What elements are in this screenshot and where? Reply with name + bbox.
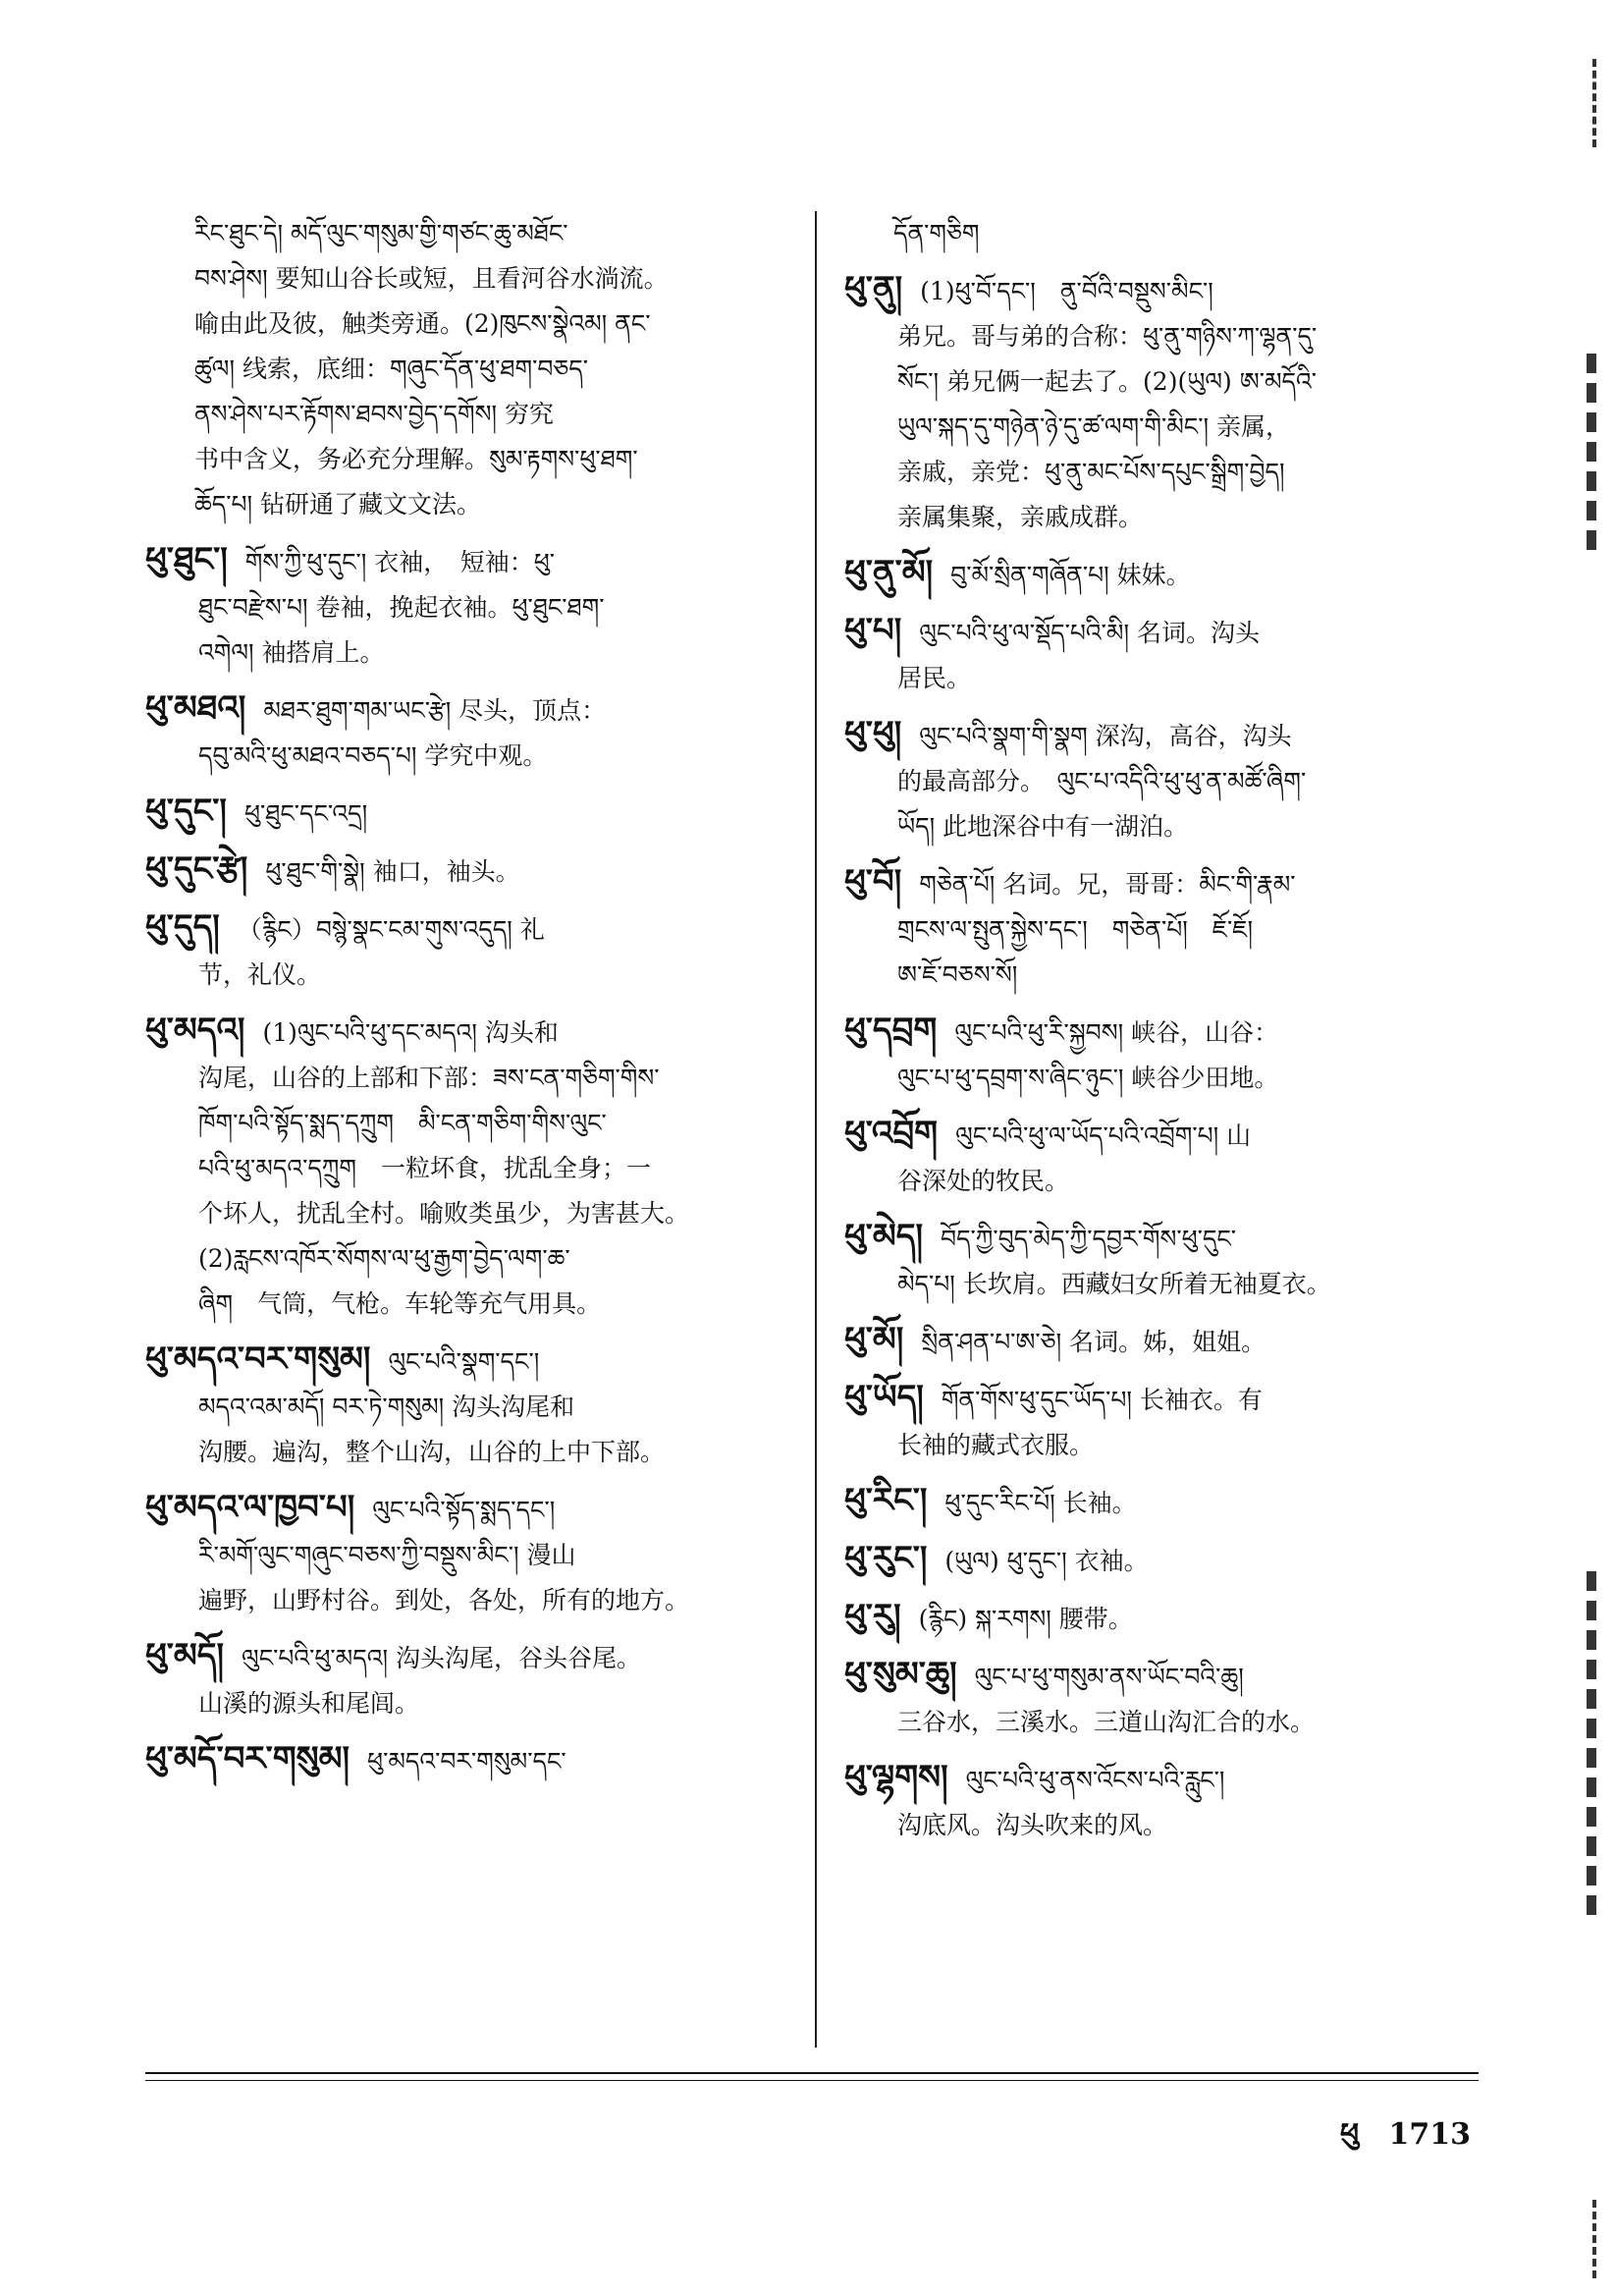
definition-line: (རྙིང) སྐ་རགས། 腰带。: [918, 1605, 1133, 1633]
definition-line: 书中含义，务必充分理解。སུམ་རྟགས་ཕུ་ཐག་: [194, 445, 638, 473]
definition-line: ལུང་པ་ཕུ་དབྲག་ས་ཞིང་ཉུང་། 峡谷少田地。: [897, 1064, 1279, 1092]
entry-headword: ཕུ་ནུ།: [844, 269, 903, 308]
dictionary-entry: [844, 1111, 1482, 1204]
entry-headword: ཕུ་རིང་།: [844, 1481, 928, 1520]
entry-headword: ཕུ་དུང་རྩེ།: [145, 849, 248, 889]
definition-line: 的最高部分。 ལུང་པ་འདིའི་ཕུ་ཕུ་ན་མཚོ་ཞིག་: [897, 767, 1307, 795]
dictionary-entry: [844, 1594, 1482, 1642]
definition-line: ལུང་པའི་ཕུ་མདའ། 沟头沟尾，谷头谷尾。: [242, 1644, 641, 1672]
entry-definition: [844, 619, 1482, 701]
definition-line: 沟尾，山谷的上部和下部：ཟས་ངན་གཅིག་གིས་: [198, 1064, 660, 1092]
entry-definition: [145, 1018, 793, 1327]
entry-definition: [244, 799, 367, 828]
definition-line: རིང་ཐུང་དེ། མདོ་ལུང་གསུམ་གྱི་གཙང་ཆུ་མཐོང་: [194, 219, 568, 247]
entry-headword: ཕུ་མེད།: [844, 1217, 924, 1256]
definition-line: ཡོད། 此地深谷中有一湖泊。: [897, 812, 1189, 841]
definition-line: ལུང་པའི་སྣག་དང་།: [388, 1347, 540, 1376]
definition-line: ལུང་པའི་སྣག་གི་སྣག 深沟，高谷，沟头: [919, 722, 1292, 750]
footer-rule: [145, 2072, 1479, 2074]
definition-line: གྲངས་ལ་སྤུན་སྐྱེས་དང་། གཅེན་པོ། ཇོ་ཇོ།: [897, 915, 1254, 944]
definition-line: ཐུང་བརྫེས་པ། 卷袖，挽起衣袖。ཕུ་ཐུང་ཐག་: [198, 593, 605, 622]
dictionary-entry: [844, 1478, 1482, 1526]
entry-definition: [921, 1328, 1266, 1356]
definition-line: ཞིག 气筒，气枪。车轮等充气用具。: [198, 1289, 602, 1318]
dictionary-entry: [844, 1375, 1482, 1468]
definition-line: ཕུ་ཐུང་གི་སྣེ། 袖口，袖头。: [265, 857, 520, 886]
dictionary-entry: [844, 1008, 1482, 1101]
left-column: [145, 211, 793, 1794]
entry-definition: [844, 1018, 1482, 1101]
definition-line: 节，礼仪。: [198, 960, 322, 989]
definition-line: 沟底风。沟头吹来的风。: [897, 1811, 1168, 1839]
entry-continuation: [194, 211, 793, 527]
definition-line: ཕུ་ཐུང་དང་འདྲ།: [243, 799, 368, 828]
dictionary-entry: [145, 1008, 793, 1327]
dictionary-entry: [844, 1214, 1482, 1307]
definition-line: གོས་ཀྱི་ཕུ་དུང་། 衣袖， 短袖：ཕུ་: [244, 548, 556, 576]
definition-line: ཁོག་པའི་སྟོད་སྨད་དཀྲུག མི་ངན་གཅིག་གིས་ལུང་: [198, 1109, 607, 1137]
dictionary-entry: [844, 859, 1482, 998]
definition-line: རི་མགོ་ལུང་གཞུང་བཅས་ཀྱི་བསྡུས་མིང་། 漫山: [198, 1541, 576, 1569]
entry-headword: ཕུ་འབྲོག: [844, 1114, 939, 1153]
definition-line: ལུང་པའི་ཕུ་ལ་སྡོད་པའི་མི། 名词。沟头: [919, 619, 1260, 647]
entry-headword: ཕུ་སུམ་ཆུ།: [844, 1655, 957, 1694]
entry-definition: [367, 1747, 566, 1776]
page-footer: [1320, 2102, 1471, 2184]
entry-continuation: [893, 211, 1482, 256]
footer-rule-thin: [145, 2080, 1479, 2081]
definition-line: ཕུ་མདའ་བར་གསུམ་དང་: [367, 1747, 566, 1776]
dictionary-entry: [145, 1633, 793, 1726]
entry-headword: ཕུ་ལྷགས།: [844, 1758, 948, 1797]
definition-line: (2)རླངས་འཁོར་སོགས་ལ་ཕུ་རྒྱག་བྱེད་ལག་ཆ་: [198, 1244, 570, 1273]
entry-headword: ཕུ་མདའ།: [145, 1011, 245, 1050]
entry-definition: [265, 857, 519, 886]
entry-definition: [844, 722, 1482, 849]
page-number: 1713: [1388, 2117, 1471, 2152]
entry-headword: ཕུ་ནུ་མོ།: [844, 553, 934, 592]
entry-headword: ཕུ་ཕུ།: [844, 714, 902, 753]
dictionary-entry: [844, 266, 1482, 540]
definition-line: ལུང་པའི་ཕུ་ལ་ཡོད་པའི་འབྲོག་པ། 山: [955, 1121, 1252, 1150]
definition-line: ཆོད་པ། 钻研通了藏文文法。: [194, 490, 482, 519]
entry-definition: [194, 211, 793, 527]
definition-line: སོང་། 弟兄俩一起去了。(2)(ཡུལ) ཨ་མདོའི་: [897, 367, 1317, 396]
entry-definition: [893, 211, 1482, 256]
entry-headword: ཕུ་མདའ་བར་གསུམ།: [145, 1339, 371, 1379]
entry-headword: ཕུ་དུད།: [145, 907, 220, 947]
column-divider: [815, 211, 817, 2048]
dictionary-entry: [844, 1652, 1482, 1745]
entry-headword: ཕུ་མཐའ།: [145, 688, 246, 728]
dictionary-entry: [844, 711, 1482, 849]
dictionary-entry: [844, 608, 1482, 701]
entry-headword: ཕུ་པ།: [844, 611, 902, 650]
entry-definition: [844, 277, 1482, 540]
entry-headword: ཕུ་དབྲག: [844, 1011, 938, 1050]
definition-line: （རྙིང）བསྙེ་སྣང་ངམ་གུས་འདུད། 礼: [237, 915, 545, 944]
dictionary-entry: [844, 550, 1482, 598]
definition-line: ལུང་པའི་སྟོད་སྨད་དང་།: [372, 1496, 556, 1524]
entry-definition: [145, 915, 793, 998]
definition-line: ནས་ཤེས་པར་རྟོགས་ཐབས་བྱེད་དགོས། 穷究: [194, 400, 554, 428]
definition-line: གཅེན་པོ། 名词。兄，哥哥：མིང་གི་རྣམ་: [919, 870, 1296, 899]
definition-line: ལུང་པའི་ཕུ་རི་སྐྱབས། 峡谷，山谷：: [954, 1018, 1279, 1047]
dictionary-entry: [145, 685, 793, 779]
entry-definition: [919, 1605, 1133, 1633]
definition-line: བུ་མོ་སྲིན་གཞོན་པ། 妹妹。: [950, 561, 1191, 589]
entry-definition: [950, 561, 1190, 589]
definition-line: 山溪的源头和尾闾。: [198, 1689, 420, 1718]
entry-headword: ཕུ་མདའ་ལ་ཁྱབ་པ།: [145, 1488, 355, 1527]
definition-line: 亲戚，亲党：ཕུ་ནུ་མང་པོས་དཔུང་སྒྲིག་བྱེད།: [897, 458, 1285, 486]
dictionary-entry: [145, 1485, 793, 1623]
definition-line: འགེལ། 袖搭肩上。: [198, 638, 385, 667]
definition-line: (ཡུལ) ཕུ་དུང་། 衣袖。: [944, 1547, 1149, 1575]
entry-headword: ཕུ་རུང་།: [844, 1539, 928, 1578]
definition-line: 长袖的藏式衣服。: [897, 1431, 1095, 1459]
dictionary-entry: [145, 537, 793, 676]
definition-line: ཡུལ་སྐད་དུ་གཉེན་ཉེ་དུ་ཚ་ལག་གི་མིང་། 亲属，: [897, 412, 1290, 441]
dictionary-entry: [844, 1317, 1482, 1365]
entry-headword: ཕུ་བོ།: [844, 862, 902, 902]
entry-headword: ཕུ་རུ།: [844, 1597, 901, 1636]
definition-line: མཐར་ཐུག་གམ་ཡང་རྩེ། 尽头，顶点：: [263, 696, 607, 725]
definition-line: 亲属集聚，亲戚成群。: [897, 503, 1144, 531]
dictionary-entry: [844, 1755, 1482, 1848]
entry-headword: ཕུ་མོ།: [844, 1320, 904, 1359]
definition-line: 居民。: [897, 664, 972, 692]
definition-line: མདའ་འམ་མདོ། བར་ཏེ་གསུམ། 沟头沟尾和: [198, 1393, 575, 1421]
margin-scan-mark: [1587, 354, 1610, 550]
section-letter: ཕུ: [1339, 2117, 1360, 2152]
entry-headword: ཕུ་ཐུང་།: [145, 540, 228, 579]
entry-definition: [844, 870, 1482, 998]
definition-line: 遍野，山野村谷。到处，各处，所有的地方。: [198, 1586, 690, 1614]
entry-headword: ཕུ་མདོ།: [145, 1636, 225, 1675]
margin-scan-mark: [1592, 2200, 1610, 2278]
definition-line: 弟兄。哥与弟的合称：ཕུ་ནུ་གཉིས་ཀ་ལྷན་དུ་: [897, 322, 1318, 351]
definition-line: ལུང་པ་ཕུ་གསུམ་ནས་ཡོང་བའི་ཆུ།: [974, 1663, 1244, 1691]
definition-line: དོན་གཅིག: [893, 219, 980, 247]
margin-scan-mark: [1587, 1571, 1610, 1915]
definition-line: དབུ་མའི་ཕུ་མཐའ་བཅད་པ། 学究中观。: [198, 741, 548, 770]
dictionary-entry: [844, 1536, 1482, 1584]
definition-line: 个坏人，扰乱全村。喻败类虽少，为害甚大。: [198, 1199, 690, 1228]
dictionary-entry: [145, 1337, 793, 1475]
definition-line: པའི་ཕུ་མདའ་དཀྲུག 一粒坏食，扰乱全身；一: [198, 1154, 652, 1182]
entry-definition: [944, 1489, 1136, 1517]
dictionary-entry: [145, 1736, 793, 1784]
entry-definition: [844, 1386, 1482, 1468]
definition-line: (1)ཕུ་བོ་དང་། ནུ་བོའི་བསྡུས་མིང་།: [920, 277, 1213, 305]
definition-line: བོད་ཀྱི་བུད་མེད་ཀྱི་དབྱར་གོས་ཕུ་དུང་: [941, 1225, 1236, 1253]
definition-line: 沟腰。遍沟，整个山沟，山谷的上中下部。: [198, 1438, 666, 1466]
entry-definition: [145, 1644, 793, 1726]
entry-definition: [145, 548, 793, 676]
dictionary-entry: [145, 904, 793, 998]
definition-line: 谷深处的牧民。: [897, 1167, 1070, 1195]
right-column: [844, 211, 1482, 1858]
definition-line: 喻由此及彼，触类旁通。(2)ཁུངས་སྣེའམ། ནང་: [194, 309, 651, 338]
definition-line: གོན་གོས་ཕུ་དུང་ཡོད་པ། 长袖衣。有: [941, 1386, 1263, 1414]
margin-scan-mark: [1592, 59, 1610, 147]
definition-line: སྲིན་ཤན་པ་ཨ་ཅེ། 名词。姊，姐姐。: [921, 1328, 1266, 1356]
entry-headword: ཕུ་མདོ་བར་གསུམ།: [145, 1739, 350, 1778]
definition-line: ལུང་པའི་ཕུ་ནས་འོངས་པའི་རླུང་།: [965, 1766, 1225, 1794]
entry-definition: [844, 1121, 1482, 1204]
dictionary-entry: [145, 789, 793, 837]
entry-headword: ཕུ་དུང་།: [145, 792, 227, 831]
dictionary-entry: [145, 847, 793, 895]
definition-line: (1)ལུང་པའི་ཕུ་དང་མདའ། 沟头和: [262, 1018, 559, 1047]
definition-line: ཨ་ཇོ་བཅས་སོ།: [897, 960, 1018, 989]
definition-line: ཕུ་དུང་རིང་པོ། 长袖。: [944, 1489, 1137, 1517]
definition-line: བས་ཤེས། 要知山谷长或短，且看河谷水淌流。: [194, 264, 669, 293]
entry-definition: [844, 1225, 1482, 1307]
definition-line: ཚུལ། 线索，底细：གཞུང་དོན་ཕུ་ཐག་བཅད་: [194, 355, 588, 383]
definition-line: མེད་པ། 长坎肩。西藏妇女所着无袖夏衣。: [897, 1270, 1331, 1298]
entry-headword: ཕུ་ཡོད།: [844, 1378, 924, 1417]
definition-line: 三谷水，三溪水。三道山沟汇合的水。: [897, 1708, 1316, 1736]
entry-definition: [944, 1547, 1148, 1575]
